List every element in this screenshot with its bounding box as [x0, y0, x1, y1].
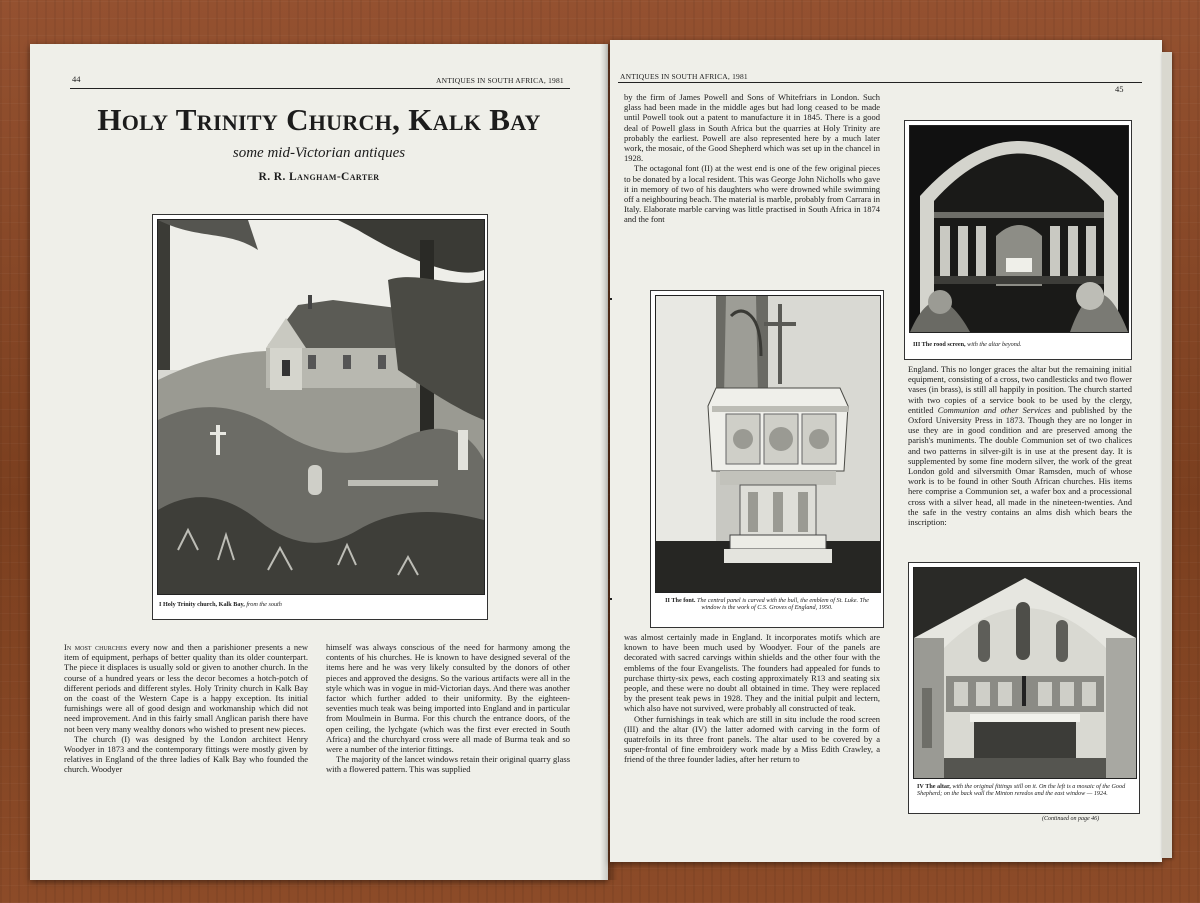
figure-4-caption: IV The altar, with the original fittings still on it. On the left is a mosaic of the Good Shepherd; on the back wall the Minton reredos and the east window — 1924. [917, 783, 1126, 798]
font-photo [655, 295, 881, 593]
continued-note: (Continued on page 46) [1042, 816, 1100, 822]
page-number-right: 45 [1115, 84, 1124, 94]
figure-2-caption: II The font. The central panel is carved with the bull, the emblem of St. Luke. The window is the work of C.S. Groves of England, 1950. [665, 597, 869, 612]
registration-mark [610, 298, 612, 300]
right-text-column-a-top: by the firm of James Powell and Sons of Whitefriars in London. Such glass had been made in the middle ages but had long ceased to be made until Powell took out a patent to manufacture it in 1845. There is a good deal of Powell glass in South Africa but the quarries at Holy Trinity are probably the earliest. Powell are also represented here by a much later work, the mosaic, of the Good Shepherd which was set up in the chancel in 1928. The octagonal font (II) at the west end is one of the few original pieces to be donated by a local resident. This was George John Nicholls who gave it in memory of two of his daughters who were drowned while swimming off a neighbouring beach. The material is marble, probably from Carrara in Italy. Elaborate marble carving was little practised in South Africa in 1874 and the font [624, 92, 880, 225]
figure-1-frame [152, 214, 488, 620]
page-edge [1162, 52, 1172, 858]
article-title: Holy Trinity Church, Kalk Bay [97, 102, 541, 137]
figure-3-caption: III The rood screen, with the altar beyond. [913, 341, 1022, 348]
figure-4-frame [908, 562, 1140, 814]
rood-screen-photo [909, 125, 1129, 333]
registration-mark [610, 598, 612, 600]
article-author: R. R. Langham-Carter [258, 171, 380, 183]
running-head-left: ANTIQUES IN SOUTH AFRICA, 1981 [436, 76, 564, 85]
right-page [610, 40, 1162, 862]
article-subtitle: some mid-Victorian antiques [232, 145, 406, 161]
left-text-column-2: himself was always conscious of the need for harmony among the contents of his churches. He is known to have designed several of the items here and he was very likely consulted by the donors of other pieces and approved the designs. So the various artifacts were all in the style which was in vogue in mid-Victorian days. And there was another factor which further added to their uniformity. By the eighteen-seventies much teak was being imported into England and in particular from Moulmein in Burma. For this church the entrance doors, of the open ceiling, the lychgate (which was the first ever erected in South Africa) and the churchyard cross were all made of Burma teak and so were a number of the interior fittings. The majority of the lancet windows retain their original quarry glass with a flowered pattern. This was supplied [326, 642, 570, 775]
left-page [30, 44, 608, 880]
right-text-column-b: England. This no longer graces the altar but the remaining initial equipment, consisting of a cross, two candlesticks and two flower vases (in brass), is still all happily in position. The church started with two copies of a service book to be used by the clergy, entitled Communion and other Services and published by the Oxford University Press in 1873. Though they are no longer in use they are in good condition and are preserved among the parish's muniments. The double Communion set of two chalices and two patterns in silver-gilt is in use at the present day. It is supplemented by some fine modern silver, the work of the great London gold and silversmith Omar Ramsden, much of whose work is to be found in other South African churches. His items here comprise a Communion set, a wafer box and a processional cross with a silver head, all made in the nineteen-twenties. And the safe in the vestry contains an alms dish which bears the inscription: [908, 364, 1133, 528]
figure-2-frame [650, 290, 884, 628]
page-number-left: 44 [72, 74, 81, 84]
running-head-right: ANTIQUES IN SOUTH AFRICA, 1981 [620, 72, 748, 81]
altar-photo [913, 567, 1137, 779]
header-rule-right [618, 82, 1142, 83]
figure-3-frame [904, 120, 1132, 360]
left-text-column-1: In most churches every now and then a parishioner presents a new item of equipment, perhaps of better quality than its older counterpart. The piece it displaces is usually sold or given to another church. In the course of a hundred years or less the decor becomes a hotch-potch of different periods and different styles. Holy Trinity church in Kalk Bay on the coast of the Western Cape is a happy exception. Its initial furnishings were all of good design and workmanship which did not need improvement. And in this fairly small Anglican parish there have not been very many wealthy donors who wished to present new pieces. The church (I) was designed by the London architect Henry Woodyer in 1873 and the contemporary fittings were mostly given by relatives in England of the three ladies of Kalk Bay who founded the church. Woodyer [64, 642, 309, 775]
right-text-column-a-bottom: was almost certainly made in England. It incorporates motifs which are known to have been much used by Woodyer. Four of the panels are decorated with sacred carvings within shields and the other four with the emblems of the four Evangelists. The founders had appealed for funds to purchase thirty-six pews, each costing approximately R13 and seating six people, and these were no doubt all obtained in time. They were replaced by the present teak pews in 1928. They and the initial pulpit and lectern, which also have not survived, were probably all constructed of teak. Other furnishings in teak which are still in situ include the rood screen (III) and the altar (IV) the latter adorned with carving in the form of quatrefoils in its three front panels. The altar used to be covered by a super-frontal of fine embroidery work made by a Miss Edith Crawley, a friend of the three founder ladies, after her return to [624, 632, 880, 765]
header-rule-left [70, 88, 570, 89]
figure-1-caption: I Holy Trinity church, Kalk Bay, from the south [159, 601, 282, 608]
church-exterior-photo [157, 219, 485, 595]
